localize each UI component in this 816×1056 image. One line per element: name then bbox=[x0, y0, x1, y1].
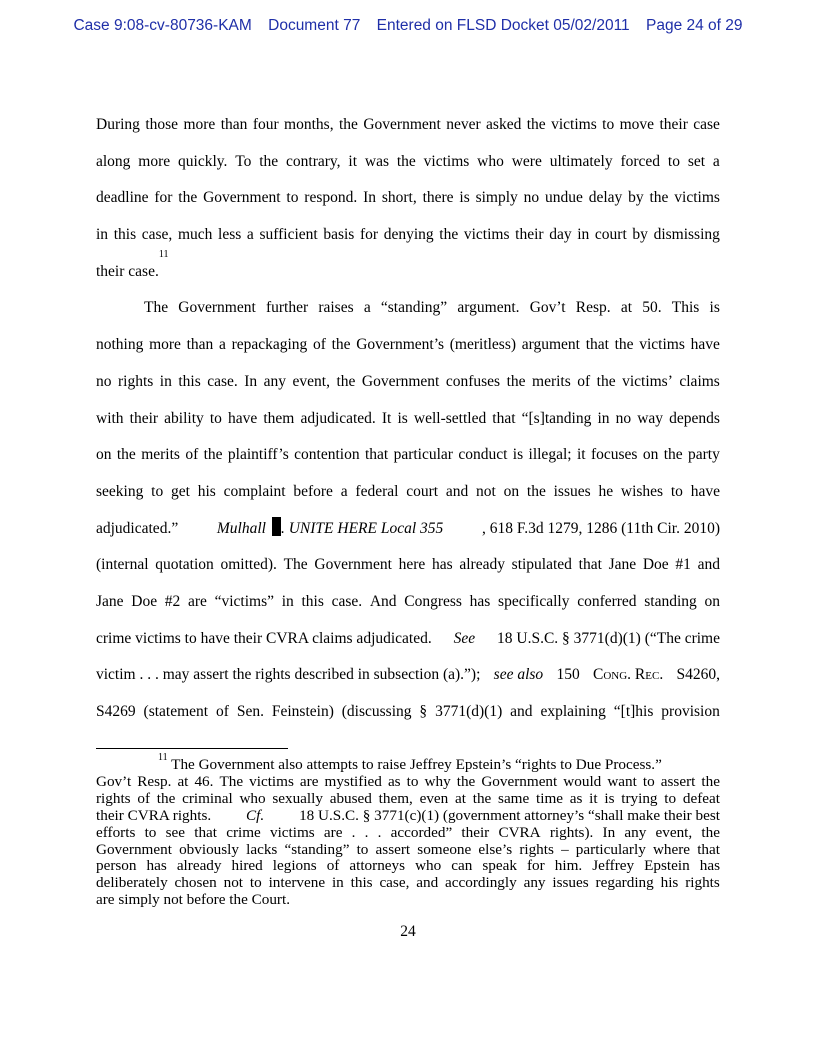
footnote-line: person has already hired legions of attorneys who can speak for him. Jeffrey Epstein has bbox=[96, 857, 720, 875]
case-number: Case 9:08-cv-80736-KAM bbox=[73, 17, 252, 34]
text-run: 18 U.S.C. § 3771(d)(1) (“The crime bbox=[497, 629, 720, 647]
text-run: Mulhall bbox=[216, 519, 266, 537]
text-line: Jane Doe #2 are “victims” in this case. And Congress has specifically conferred standing on bbox=[96, 592, 720, 610]
text-run: crime victims to have their CVRA claims adjudicated. bbox=[96, 629, 432, 647]
paragraph-1 bbox=[96, 110, 720, 293]
footnote-line: deliberately chosen not to intervene in this case, and accordingly any issues regarding his rights bbox=[96, 874, 720, 892]
text-run: See bbox=[453, 629, 476, 647]
footnote-ref: 11 bbox=[158, 248, 169, 260]
case-citation bbox=[217, 514, 443, 551]
footnote-line: efforts to see that crime victims are . . . accorded” their CVRA rights). In any event, the bbox=[96, 823, 720, 841]
text-line: on the merits of the plaintiff’s contention that particular conduct is illegal; it focuses on the party bbox=[96, 446, 720, 464]
text-run: Cong. Rec. bbox=[593, 666, 664, 684]
text-line: in this case, much less a sufficient basis for denying the victims their day in court by dismissing bbox=[96, 226, 720, 244]
footnote-number: 11 bbox=[158, 751, 168, 763]
footnote-11 bbox=[96, 751, 720, 909]
paragraph-2 bbox=[96, 293, 720, 733]
text-run: their case. bbox=[96, 262, 159, 280]
text-line: deadline for the Government to respond. In short, there is simply no undue delay by the victims bbox=[96, 189, 720, 207]
text-run: The Government also attempts to raise Jeffrey Epstein’s “rights to Due Process.” bbox=[171, 756, 662, 773]
text-line: with their ability to have them adjudicated. It is well-settled that “[s]tanding in no way depends bbox=[96, 409, 720, 427]
footnote-line bbox=[96, 751, 720, 774]
text-line bbox=[96, 248, 720, 294]
page-number: 24 bbox=[400, 923, 416, 940]
document-number: Document 77 bbox=[268, 17, 361, 34]
text-run: 18 U.S.C. § 3771(c)(1) (government attorney’s “shall make their best bbox=[299, 806, 720, 824]
text-line: no rights in this case. In any event, the Government confuses the merits of the victims’ claims bbox=[96, 372, 720, 390]
text-line: seeking to get his complaint before a federal court and not on the issues he wishes to have bbox=[96, 482, 720, 500]
page-of: Page 24 of 29 bbox=[646, 17, 743, 34]
text-line bbox=[96, 660, 720, 697]
text-line: S4269 (statement of Sen. Feinstein) (discussing § 3771(d)(1) and explaining “[t]his provision bbox=[96, 703, 720, 720]
text-line: (internal quotation omitted). The Government here has already stipulated that Jane Doe #1 and bbox=[96, 556, 720, 574]
text-line bbox=[96, 514, 720, 551]
text-line: During those more than four months, the Government never asked the victims to move their case bbox=[96, 116, 720, 133]
text-line bbox=[96, 624, 720, 661]
footnote-line: Gov’t Resp. at 46. The victims are mystified as to why the Government would want to assert the bbox=[96, 772, 720, 790]
text-run: S4260, bbox=[676, 666, 720, 684]
footnote-divider bbox=[96, 748, 288, 749]
text-run: . UNITE HERE Local 355 bbox=[280, 519, 444, 537]
text-run: their CVRA rights. bbox=[96, 806, 212, 824]
text-run: , 618 F.3d 1279, 1286 (11th Cir. 2010) bbox=[481, 519, 720, 537]
text-line: along more quickly. To the contrary, it was the victims who were ultimately forced to set a bbox=[96, 152, 720, 170]
text-run: 150 bbox=[556, 666, 580, 684]
docket-entry: Entered on FLSD Docket 05/02/2011 bbox=[376, 17, 630, 34]
text-run: see also bbox=[493, 666, 544, 684]
text-run: adjudicated.” bbox=[96, 519, 179, 537]
redaction-box bbox=[272, 517, 281, 536]
footnote-line: are simply not before the Court. bbox=[96, 891, 291, 909]
text-line: nothing more than a repackaging of the Government’s (meritless) argument that the victims have bbox=[96, 336, 720, 354]
footnote-line bbox=[96, 808, 720, 825]
text-line: The Government further raises a “standing” argument. Gov’t Resp. at 50. This is bbox=[144, 299, 720, 317]
text-run: Cf. bbox=[246, 806, 265, 824]
footnote-text bbox=[158, 751, 662, 774]
footnote-line: rights of the criminal who sexually abused them, even at the same time as it is trying to defeat bbox=[96, 789, 720, 807]
footnote-line: Government obviously lacks “standing” to assert someone else’s rights – particularly where that bbox=[96, 840, 720, 858]
docket-header bbox=[0, 17, 816, 35]
text-run: victim . . . may assert the rights described in subsection (a).”); bbox=[96, 666, 481, 684]
document-body bbox=[96, 110, 720, 734]
